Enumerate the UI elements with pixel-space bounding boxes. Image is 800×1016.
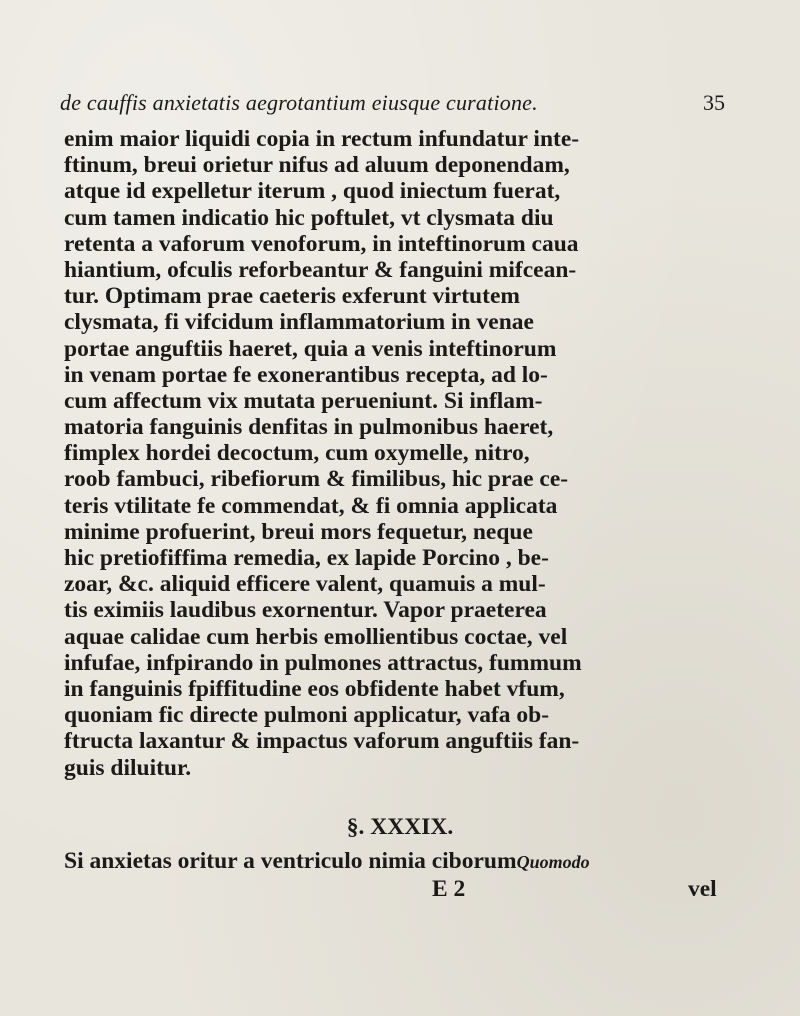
text-line: ftinum, breui orietur nifus ad aluum deponendam, (64, 152, 570, 179)
text-line: ftructa laxantur & impactus vaforum anguftiis fan- (64, 728, 580, 755)
text-line: hic pretiofiffima remedia, ex lapide Porcino , be- (64, 545, 549, 571)
marginal-note: Quomodo (516, 852, 590, 872)
text-line: in fanguinis fpiffitudine eos obfidente habet vfum, (64, 675, 565, 702)
text-line: infufae, infpirando in pulmones attractus, fummum (64, 649, 582, 676)
text-line: enim maior liquidi copia in rectum infundatur inte- (64, 126, 580, 152)
text-line: aquae calidae cum herbis emollientibus coctae, vel (64, 623, 568, 650)
text-line: in venam portae fe exonerantibus recepta, ad lo- (64, 361, 548, 388)
text-line: quoniam fic directe pulmoni applicatur, vafa ob- (64, 702, 550, 729)
text-line: hiantium, ofculis reforbeantur & fanguini mifcean- (64, 256, 577, 283)
text-line: cum affectum vix mutata perueniunt. Si inflam- (64, 387, 543, 414)
text-line: guis diluitur. (64, 754, 192, 781)
body-paragraph (64, 126, 729, 781)
text-line: teris vtilitate fe commendat, & fi omnia applicata (64, 492, 558, 519)
next-paragraph-text: Si anxietas oritur a ventriculo nimia ciborum (64, 848, 517, 874)
page-number: 35 (703, 90, 725, 115)
text-line: portae anguftiis haeret, quia a venis inteftinorum (64, 335, 557, 362)
text-line: tis eximiis laudibus exornentur. Vapor praeterea (64, 597, 547, 624)
running-title: de cauffis anxietatis aegrotantium eiusque curatione. (60, 90, 538, 115)
catchword: vel (688, 876, 717, 902)
text-line: atque id expelletur iterum , quod iniectum fuerat, (64, 178, 561, 205)
text-line: fimplex hordei decoctum, cum oxymelle, nitro, (64, 440, 530, 467)
section-heading: §. XXXIX. (346, 814, 454, 840)
text-line: minime profuerint, breui mors fequetur, neque (64, 518, 533, 545)
next-paragraph-line (64, 848, 764, 875)
text-line: tur. Optimam prae caeteris exferunt virtutem (64, 283, 520, 310)
text-line: cum tamen indicatio hic poftulet, vt clysmata diu (64, 204, 554, 231)
text-line: matoria fanguinis denfitas in pulmonibus haeret, (64, 414, 554, 441)
page-footer (0, 876, 800, 906)
running-head (60, 90, 725, 120)
text-line: zoar, &c. aliquid efficere valent, quamuis a mul- (64, 571, 546, 598)
signature-mark: E 2 (432, 876, 466, 902)
text-line: retenta a vaforum venoforum, in inteftinorum caua (64, 230, 579, 257)
text-line: clysmata, fi vifcidum inflammatorium in venae (64, 309, 534, 336)
text-line: roob fambuci, ribefiorum & fimilibus, hic prae ce- (64, 466, 569, 493)
